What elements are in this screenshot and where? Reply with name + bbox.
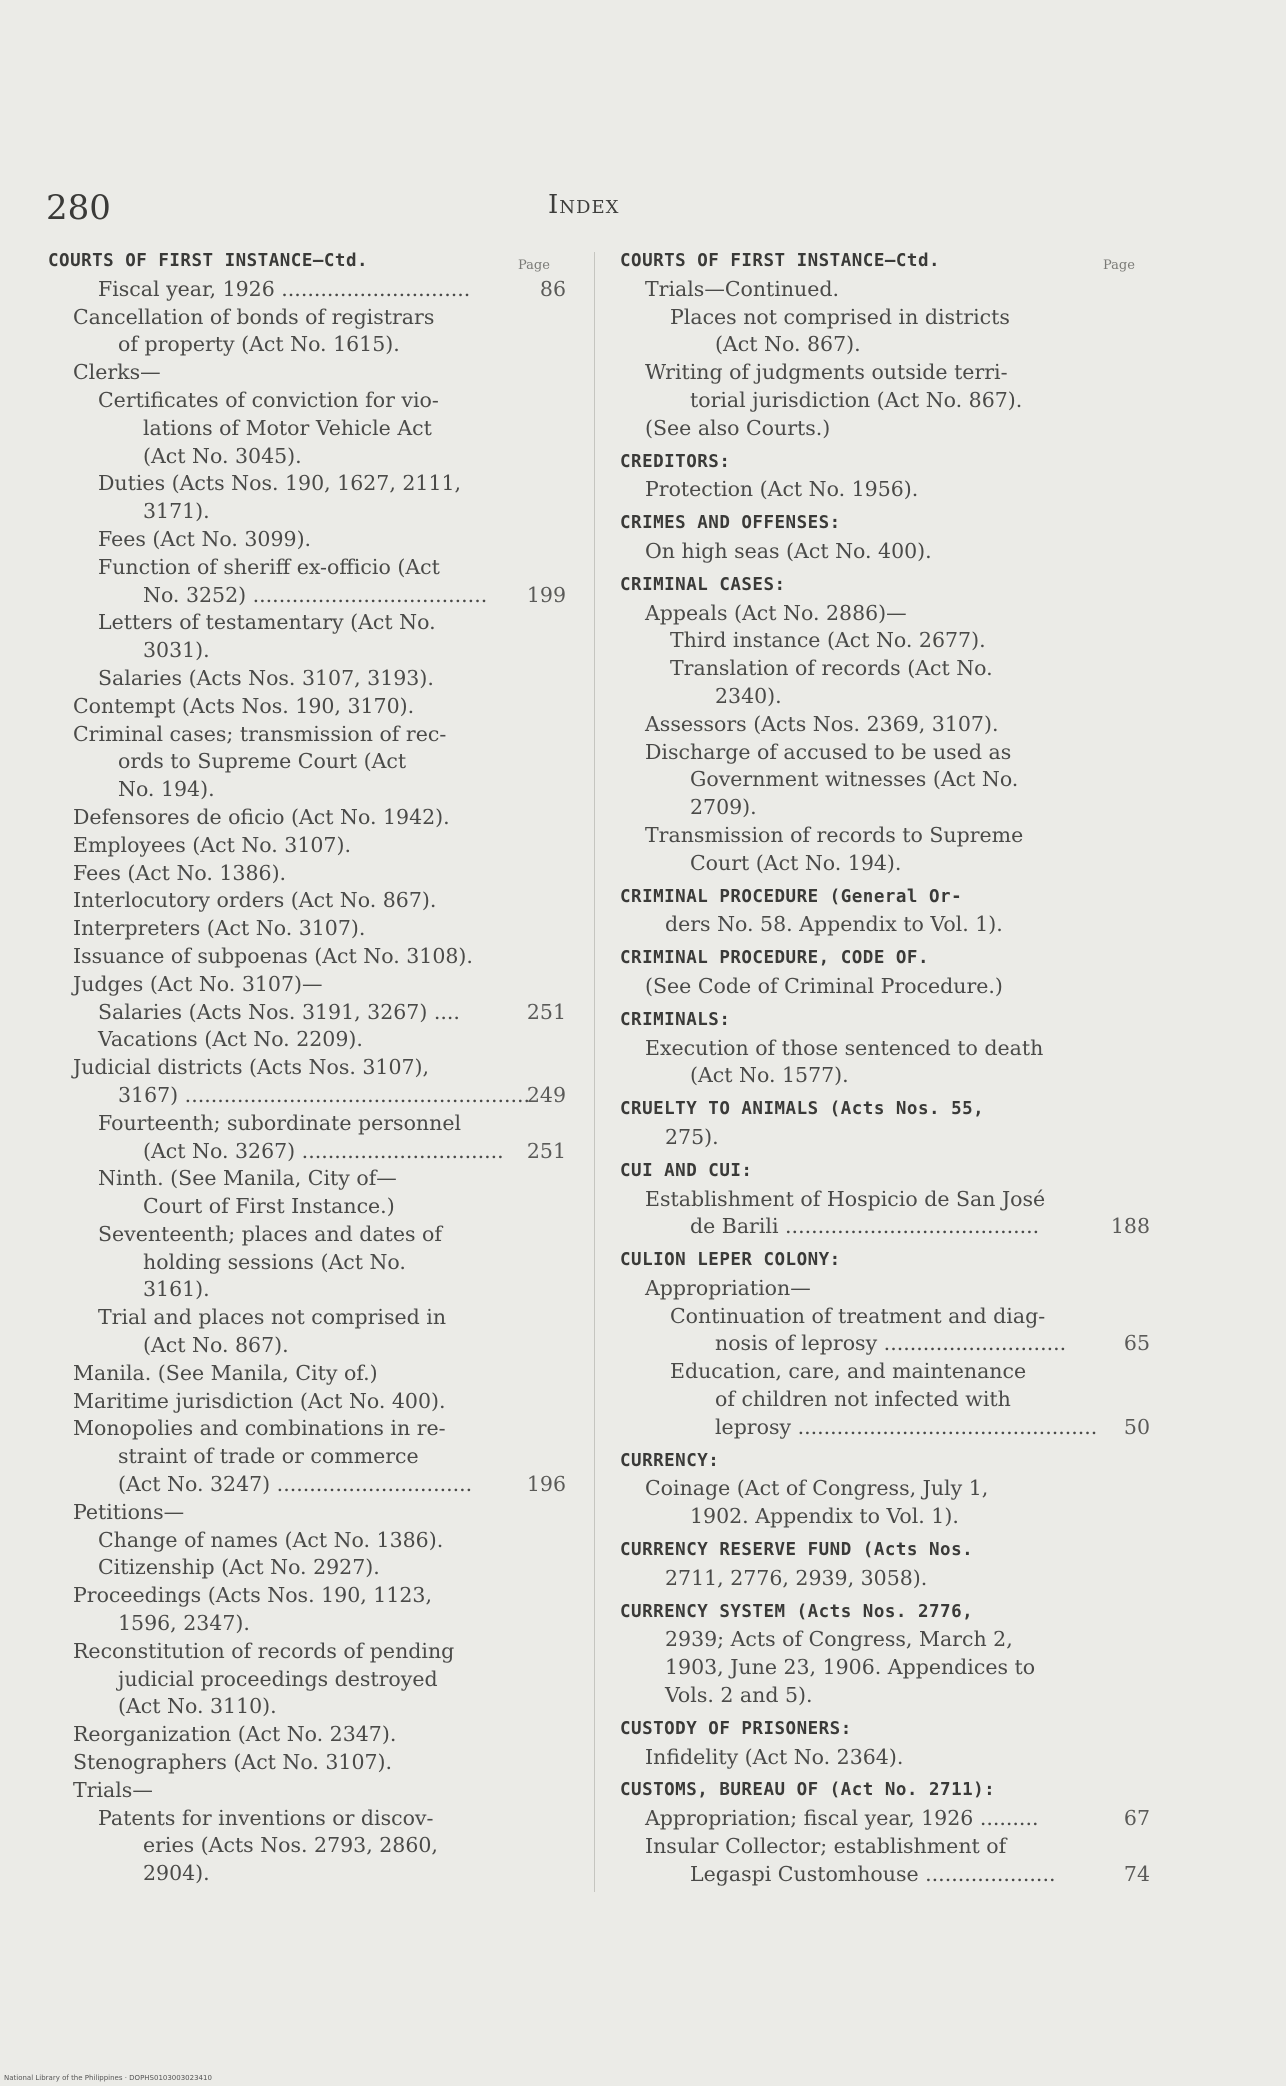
index-entry <box>48 470 496 498</box>
index-entry <box>48 609 496 637</box>
entry-text: Contempt (Acts Nos. 190, 3170). <box>73 693 415 718</box>
index-heading <box>620 1096 1072 1124</box>
entry-text: Fourteenth; subordinate personnel <box>98 1110 462 1135</box>
entry-text: COURTS OF FIRST INSTANCE—Ctd. <box>48 251 369 271</box>
index-heading <box>620 449 1072 477</box>
index-heading <box>620 1247 1072 1275</box>
entry-text: Patents for inventions or discov- <box>98 1805 434 1830</box>
index-entry <box>48 1805 496 1833</box>
index-entry <box>48 693 496 721</box>
entry-text: CURRENCY SYSTEM (Acts Nos. 2776, <box>620 1601 974 1622</box>
entry-text: 3171). <box>143 499 210 524</box>
entry-text: nosis of leprosy ............................ <box>715 1331 1067 1356</box>
entry-text: Judicial districts (Acts Nos. 3107), <box>73 1055 430 1080</box>
entry-text: judicial proceedings destroyed <box>118 1666 438 1691</box>
entry-text: Vols. 2 and 5). <box>665 1683 813 1708</box>
index-entry <box>48 971 496 999</box>
index-entry <box>620 739 1072 767</box>
entry-text: Third instance (Act No. 2677). <box>670 628 986 653</box>
left-page-column-label: Page <box>518 258 550 273</box>
index-heading <box>620 945 1072 973</box>
entry-text: Appeals (Act No. 2886)— <box>645 600 907 625</box>
index-entry <box>48 999 566 1027</box>
index-entry <box>48 1527 496 1555</box>
entry-text: Transmission of records to Supreme <box>645 822 1024 847</box>
entry-text: Function of sheriff ex-officio (Act <box>98 554 440 579</box>
entry-text: Establishment of Hospicio de San José <box>645 1186 1046 1211</box>
index-entry <box>620 331 1072 359</box>
index-entry <box>48 1082 566 1110</box>
entry-text: Appropriation— <box>645 1275 811 1300</box>
entry-text: Court (Act No. 194). <box>690 850 902 875</box>
index-entry <box>620 415 1072 443</box>
entry-page-number: 86 <box>539 276 566 301</box>
entry-text: CRIMINAL PROCEDURE, CODE OF. <box>620 948 930 969</box>
entry-text: Defensores de oficio (Act No. 1942). <box>73 804 450 829</box>
entry-text: Manila. (See Manila, City of.) <box>73 1360 378 1385</box>
entry-text: Employees (Act No. 3107). <box>73 832 351 857</box>
entry-text: Interpreters (Act No. 3107). <box>73 916 366 941</box>
entry-text: Interlocutory orders (Act No. 867). <box>73 888 437 913</box>
entry-text: Trials—Continued. <box>645 276 840 301</box>
index-entry <box>620 822 1072 850</box>
entry-text: Fiscal year, 1926 ............................. <box>98 276 471 301</box>
index-entry <box>48 582 566 610</box>
index-entry <box>48 721 496 749</box>
index-heading <box>620 1537 1072 1565</box>
index-heading <box>620 1777 1072 1805</box>
index-entry <box>48 359 496 387</box>
index-entry <box>620 304 1072 332</box>
entry-text: (Act No. 867). <box>143 1333 289 1358</box>
index-entry <box>620 1124 1072 1152</box>
entry-text: Government witnesses (Act No. <box>690 767 1019 792</box>
entry-text: Insular Collector; establishment of <box>645 1834 1007 1859</box>
index-entry <box>48 1443 496 1471</box>
index-entry <box>48 1304 496 1332</box>
entry-text: Salaries (Acts Nos. 3107, 3193). <box>98 665 434 690</box>
index-entry <box>620 600 1072 628</box>
index-entry <box>48 943 496 971</box>
index-entry <box>48 1860 496 1888</box>
entry-text: CREDITORS: <box>620 451 731 472</box>
index-entry <box>48 1610 496 1638</box>
entry-text: 3031). <box>143 638 210 663</box>
index-entry <box>48 276 566 304</box>
entry-page-number: 74 <box>1123 1861 1150 1886</box>
entry-page-number: 199 <box>526 582 566 607</box>
index-entry <box>48 860 496 888</box>
index-entry <box>48 1221 496 1249</box>
entry-text: CURRENCY RESERVE FUND (Acts Nos. <box>620 1540 974 1561</box>
index-entry <box>620 1744 1072 1772</box>
entry-page-number: 251 <box>526 999 566 1024</box>
index-entry <box>620 766 1072 794</box>
entry-text: No. 194). <box>118 777 215 802</box>
entry-text: Protection (Act No. 1956). <box>645 477 919 502</box>
index-entry <box>48 1777 496 1805</box>
index-entry <box>620 1503 1072 1531</box>
entry-text: (Act No. 1577). <box>690 1063 849 1088</box>
index-entry <box>620 1626 1072 1654</box>
entry-text: Judges (Act No. 3107)— <box>73 971 323 996</box>
entry-text: CURRENCY: <box>620 1450 720 1471</box>
entry-text: 2711, 2776, 2939, 3058). <box>665 1565 928 1590</box>
entry-text: Continuation of treatment and diag- <box>670 1303 1046 1328</box>
entry-text: 3167) ..................................................... <box>118 1082 531 1107</box>
index-entry <box>48 748 496 776</box>
index-entry <box>620 911 1072 939</box>
entry-text: Court of First Instance.) <box>143 1194 395 1219</box>
index-entry <box>620 1861 1150 1889</box>
index-entry <box>620 1833 1072 1861</box>
index-entry <box>48 1388 496 1416</box>
entry-text: 1902. Appendix to Vol. 1). <box>690 1504 959 1529</box>
entry-text: Criminal cases; transmission of rec- <box>73 721 447 746</box>
entry-text: 2340). <box>715 683 782 708</box>
entry-text: Salaries (Acts Nos. 3191, 3267) .... <box>98 999 460 1024</box>
index-entry <box>48 1026 496 1054</box>
index-heading <box>620 1448 1072 1476</box>
index-entry <box>48 887 496 915</box>
entry-text: Stenographers (Act No. 3107). <box>73 1750 393 1775</box>
index-entry <box>48 1360 496 1388</box>
entry-text: (Act No. 3267) ............................... <box>143 1138 504 1163</box>
index-entry <box>48 1582 496 1610</box>
index-entry <box>620 1186 1072 1214</box>
index-entry <box>48 498 496 526</box>
index-entry <box>620 1654 1072 1682</box>
entry-text: (Act No. 3247) .............................. <box>118 1472 473 1497</box>
entry-page-number: 65 <box>1123 1331 1150 1356</box>
entry-text: 275). <box>665 1124 719 1149</box>
index-entry <box>620 1062 1072 1090</box>
entry-text: Reorganization (Act No. 2347). <box>73 1722 397 1747</box>
entry-text: CRIMES AND OFFENSES: <box>620 513 841 534</box>
entry-text: ders No. 58. Appendix to Vol. 1). <box>665 912 1003 937</box>
index-entry <box>48 1138 566 1166</box>
entry-text: torial jurisdiction (Act No. 867). <box>690 387 1023 412</box>
index-entry <box>620 1475 1072 1503</box>
index-entry <box>48 1499 496 1527</box>
entry-text: Execution of those sentenced to death <box>645 1035 1044 1060</box>
entry-text: Assessors (Acts Nos. 2369, 3107). <box>645 711 999 736</box>
index-entry <box>48 1721 496 1749</box>
index-entry <box>620 359 1072 387</box>
entry-text: de Barili ....................................... <box>690 1214 1040 1239</box>
page-number: 280 <box>46 188 111 228</box>
index-heading <box>620 1599 1072 1627</box>
entry-text: CULION LEPER COLONY: <box>620 1250 841 1271</box>
index-entry <box>48 1554 496 1582</box>
entry-text: Fees (Act No. 1386). <box>73 860 287 885</box>
index-entry <box>48 1249 496 1277</box>
index-entry <box>620 276 1072 304</box>
index-entry <box>48 1276 496 1304</box>
entry-text: Education, care, and maintenance <box>670 1359 1027 1384</box>
right-page-column-label: Page <box>1103 258 1135 273</box>
index-entry <box>620 1414 1150 1442</box>
entry-text: Monopolies and combinations in re- <box>73 1416 446 1441</box>
entry-text: Citizenship (Act No. 2927). <box>98 1555 380 1580</box>
index-entry <box>48 526 496 554</box>
entry-text: Places not comprised in districts <box>670 304 1010 329</box>
index-entry <box>620 1805 1150 1833</box>
index-entry <box>48 1666 496 1694</box>
entry-text: Fees (Act No. 3099). <box>98 526 312 551</box>
index-entry <box>620 850 1072 878</box>
entry-text: Certificates of conviction for vio- <box>98 387 439 412</box>
entry-text: CRUELTY TO ANIMALS (Acts Nos. 55, <box>620 1099 985 1120</box>
entry-text: 1903, June 23, 1906. Appendices to <box>665 1655 1036 1680</box>
index-entry <box>48 1749 496 1777</box>
index-entry <box>620 1565 1072 1593</box>
entry-text: Change of names (Act No. 1386). <box>98 1527 444 1552</box>
entry-text: Coinage (Act of Congress, July 1, <box>645 1476 989 1501</box>
index-entry <box>620 711 1072 739</box>
entry-text: (See Code of Criminal Procedure.) <box>645 973 1003 998</box>
index-entry <box>620 1386 1072 1414</box>
index-entry <box>48 1110 496 1138</box>
index-entry <box>620 973 1072 1001</box>
entry-text: Seventeenth; places and dates of <box>98 1221 442 1246</box>
index-entry <box>48 1415 496 1443</box>
entry-page-number: 67 <box>1123 1806 1150 1831</box>
index-entry <box>620 683 1072 711</box>
index-entry <box>620 1275 1072 1303</box>
index-entry <box>620 476 1072 504</box>
index-entry <box>620 1330 1150 1358</box>
index-entry <box>48 637 496 665</box>
entry-text: Ninth. (See Manila, City of— <box>98 1166 397 1191</box>
entry-text: Proceedings (Acts Nos. 190, 1123, <box>73 1583 432 1608</box>
index-heading <box>620 1716 1072 1744</box>
entry-text: Appropriation; fiscal year, 1926 ......... <box>645 1806 1039 1831</box>
footer-note: National Library of the Philippines · DOPHS0103003023410 <box>4 2074 212 2082</box>
entry-text: No. 3252) .................................... <box>143 582 488 607</box>
entry-text: Reconstitution of records of pending <box>73 1638 455 1663</box>
index-heading <box>620 248 1072 276</box>
index-entry <box>48 1332 496 1360</box>
index-entry <box>48 331 496 359</box>
entry-text: CRIMINAL PROCEDURE (General Or- <box>620 886 963 907</box>
index-entry <box>620 1303 1072 1331</box>
index-entry <box>48 1054 496 1082</box>
index-entry <box>48 554 496 582</box>
index-heading <box>48 248 496 276</box>
entry-text: CUSTOMS, BUREAU OF (Act No. 2711): <box>620 1780 996 1801</box>
entry-text: of property (Act No. 1615). <box>118 332 400 357</box>
index-entry <box>620 794 1072 822</box>
index-heading <box>620 1007 1072 1035</box>
entry-text: COURTS OF FIRST INSTANCE—Ctd. <box>620 251 941 271</box>
entry-page-number: 196 <box>526 1472 566 1497</box>
entry-text: Issuance of subpoenas (Act No. 3108). <box>73 943 473 968</box>
entry-text: Duties (Acts Nos. 190, 1627, 2111, <box>98 471 462 496</box>
index-entry <box>48 304 496 332</box>
index-heading <box>620 572 1072 600</box>
index-entry <box>620 655 1072 683</box>
entry-page-number: 50 <box>1123 1414 1150 1439</box>
entry-page-number: 188 <box>1110 1214 1150 1239</box>
entry-text: CRIMINALS: <box>620 1009 731 1030</box>
entry-text: straint of trade or commerce <box>118 1444 419 1469</box>
index-entry <box>48 804 496 832</box>
column-divider <box>594 252 595 1892</box>
index-entry <box>48 915 496 943</box>
entry-text: Cancellation of bonds of registrars <box>73 304 435 329</box>
running-head-title: Index <box>548 190 620 220</box>
entry-text: ords to Supreme Court (Act <box>118 749 407 774</box>
entry-text: 2904). <box>143 1861 210 1886</box>
entry-text: (Act No. 3110). <box>118 1694 277 1719</box>
index-entry <box>48 776 496 804</box>
entry-text: Vacations (Act No. 2209). <box>98 1027 363 1052</box>
entry-text: CUI AND CUI: <box>620 1160 753 1181</box>
index-heading <box>620 1158 1072 1186</box>
index-entry <box>48 1693 496 1721</box>
index-entry <box>620 1358 1072 1386</box>
entry-text: (Act No. 3045). <box>143 443 302 468</box>
index-entry <box>48 1165 496 1193</box>
index-entry <box>48 1832 496 1860</box>
entry-text: lations of Motor Vehicle Act <box>143 415 432 440</box>
entry-text: Trials— <box>73 1777 153 1802</box>
entry-text: (See also Courts.) <box>645 415 831 440</box>
index-entry <box>48 415 496 443</box>
index-entry <box>620 1213 1150 1241</box>
entry-text: Infidelity (Act No. 2364). <box>645 1744 904 1769</box>
index-entry <box>48 1471 566 1499</box>
index-entry <box>48 387 496 415</box>
index-entry <box>620 1682 1072 1710</box>
entry-text: On high seas (Act No. 400). <box>645 538 932 563</box>
index-entry <box>620 627 1072 655</box>
entry-text: 1596, 2347). <box>118 1611 250 1636</box>
entry-text: 2709). <box>690 795 757 820</box>
index-entry <box>48 665 496 693</box>
index-entry <box>620 538 1072 566</box>
index-entry <box>48 832 496 860</box>
entry-text: of children not infected with <box>715 1387 1011 1412</box>
index-entry <box>48 1193 496 1221</box>
entry-text: Clerks— <box>73 360 161 385</box>
index-heading <box>620 884 1072 912</box>
entry-text: CUSTODY OF PRISONERS: <box>620 1718 852 1739</box>
entry-text: CRIMINAL CASES: <box>620 574 786 595</box>
entry-text: 2939; Acts of Congress, March 2, <box>665 1627 1013 1652</box>
entry-text: Maritime jurisdiction (Act No. 400). <box>73 1388 446 1413</box>
entry-text: Legaspi Customhouse .................... <box>690 1861 1056 1886</box>
entry-text: eries (Acts Nos. 2793, 2860, <box>143 1833 438 1858</box>
index-entry <box>48 1638 496 1666</box>
entry-text: Discharge of accused to be used as <box>645 739 1012 764</box>
index-entry <box>620 1035 1072 1063</box>
entry-text: (Act No. 867). <box>715 332 861 357</box>
entry-text: Translation of records (Act No. <box>670 656 993 681</box>
entry-text: Writing of judgments outside terri- <box>645 360 1008 385</box>
entry-page-number: 249 <box>526 1082 566 1107</box>
entry-page-number: 251 <box>526 1138 566 1163</box>
index-entry <box>48 443 496 471</box>
entry-text: 3161). <box>143 1277 210 1302</box>
entry-text: leprosy .............................................. <box>715 1414 1098 1439</box>
entry-text: Petitions— <box>73 1499 185 1524</box>
entry-text: Letters of testamentary (Act No. <box>98 610 436 635</box>
entry-text: Trial and places not comprised in <box>98 1305 447 1330</box>
index-entry <box>620 387 1072 415</box>
index-heading <box>620 510 1072 538</box>
entry-text: holding sessions (Act No. <box>143 1249 406 1274</box>
